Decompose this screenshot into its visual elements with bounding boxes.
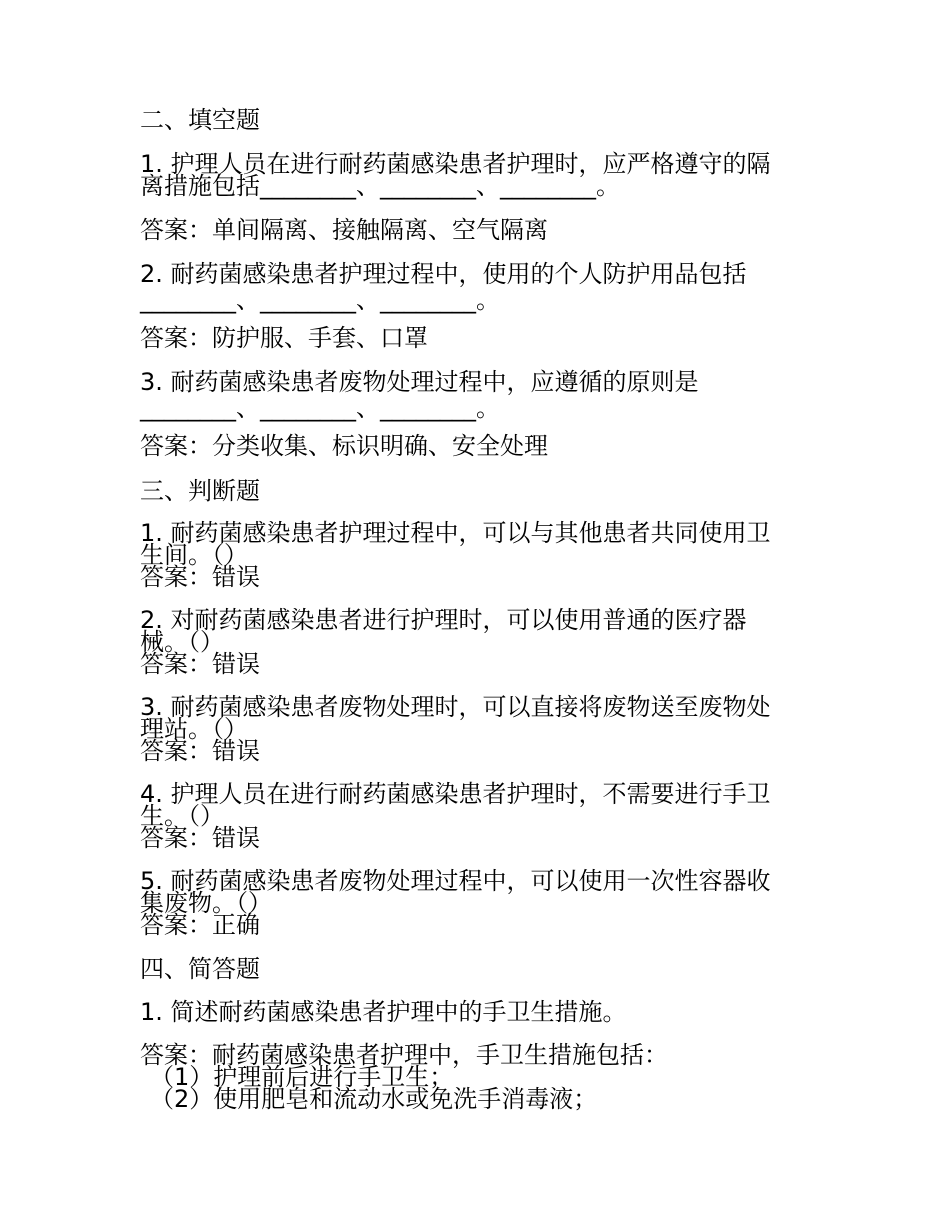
fill-in-answer-3: 答案：分类收集、标识明确、安全处理 bbox=[140, 432, 548, 460]
true-false-answer-1: 答案：错误 bbox=[140, 563, 260, 591]
fill-in-answer-1: 答案：单间隔离、接触隔离、空气隔离 bbox=[140, 216, 548, 244]
fill-in-question-3-line-2: ________、________、________。 bbox=[140, 394, 500, 422]
true-false-answer-2: 答案：错误 bbox=[140, 650, 260, 678]
short-answer-answer-item-2: （2）使用肥皂和流动水或免洗手消毒液； bbox=[150, 1085, 598, 1113]
section-heading-fill-in: 二、填空题 bbox=[140, 106, 260, 134]
true-false-question-3-line-1: 3. 耐药菌感染患者废物处理时，可以直接将废物送至废物处 bbox=[140, 693, 771, 721]
true-false-question-2-line-1: 2. 对耐药菌感染患者进行护理时，可以使用普通的医疗器 bbox=[140, 606, 747, 634]
true-false-question-2-line-2: 械。（） bbox=[140, 628, 224, 656]
fill-in-question-1-line-2: 离措施包括________、________、________。 bbox=[140, 172, 620, 200]
true-false-question-5-line-2: 集废物。（） bbox=[140, 889, 272, 917]
true-false-question-4-line-1: 4. 护理人员在进行耐药菌感染患者护理时，不需要进行手卫 bbox=[140, 780, 771, 808]
section-heading-true-false: 三、判断题 bbox=[140, 477, 260, 505]
short-answer-answer-intro: 答案：耐药菌感染患者护理中，手卫生措施包括： bbox=[140, 1041, 668, 1069]
true-false-question-4-line-2: 生。（） bbox=[140, 802, 224, 830]
fill-in-answer-2: 答案：防护服、手套、口罩 bbox=[140, 324, 428, 352]
true-false-question-5-line-1: 5. 耐药菌感染患者废物处理过程中，可以使用一次性容器收 bbox=[140, 867, 771, 895]
short-answer-question-1: 1. 简述耐药菌感染患者护理中的手卫生措施。 bbox=[140, 998, 627, 1026]
fill-in-question-2-line-2: ________、________、________。 bbox=[140, 286, 500, 314]
short-answer-answer-item-1: （1）护理前后进行手卫生； bbox=[150, 1063, 454, 1091]
true-false-question-3-line-2: 理站。（） bbox=[140, 715, 248, 743]
true-false-answer-4: 答案：错误 bbox=[140, 824, 260, 852]
true-false-answer-5: 答案：正确 bbox=[140, 911, 260, 939]
fill-in-question-3-line-1: 3. 耐药菌感染患者废物处理过程中，应遵循的原则是 bbox=[140, 368, 699, 396]
section-heading-short-answer: 四、简答题 bbox=[140, 955, 260, 983]
true-false-question-1-line-1: 1. 耐药菌感染患者护理过程中，可以与其他患者共同使用卫 bbox=[140, 519, 771, 547]
true-false-question-1-line-2: 生间。（） bbox=[140, 541, 248, 569]
true-false-answer-3: 答案：错误 bbox=[140, 737, 260, 765]
fill-in-question-1-line-1: 1. 护理人员在进行耐药菌感染患者护理时，应严格遵守的隔 bbox=[140, 150, 771, 178]
fill-in-question-2-line-1: 2. 耐药菌感染患者护理过程中，使用的个人防护用品包括 bbox=[140, 260, 747, 288]
